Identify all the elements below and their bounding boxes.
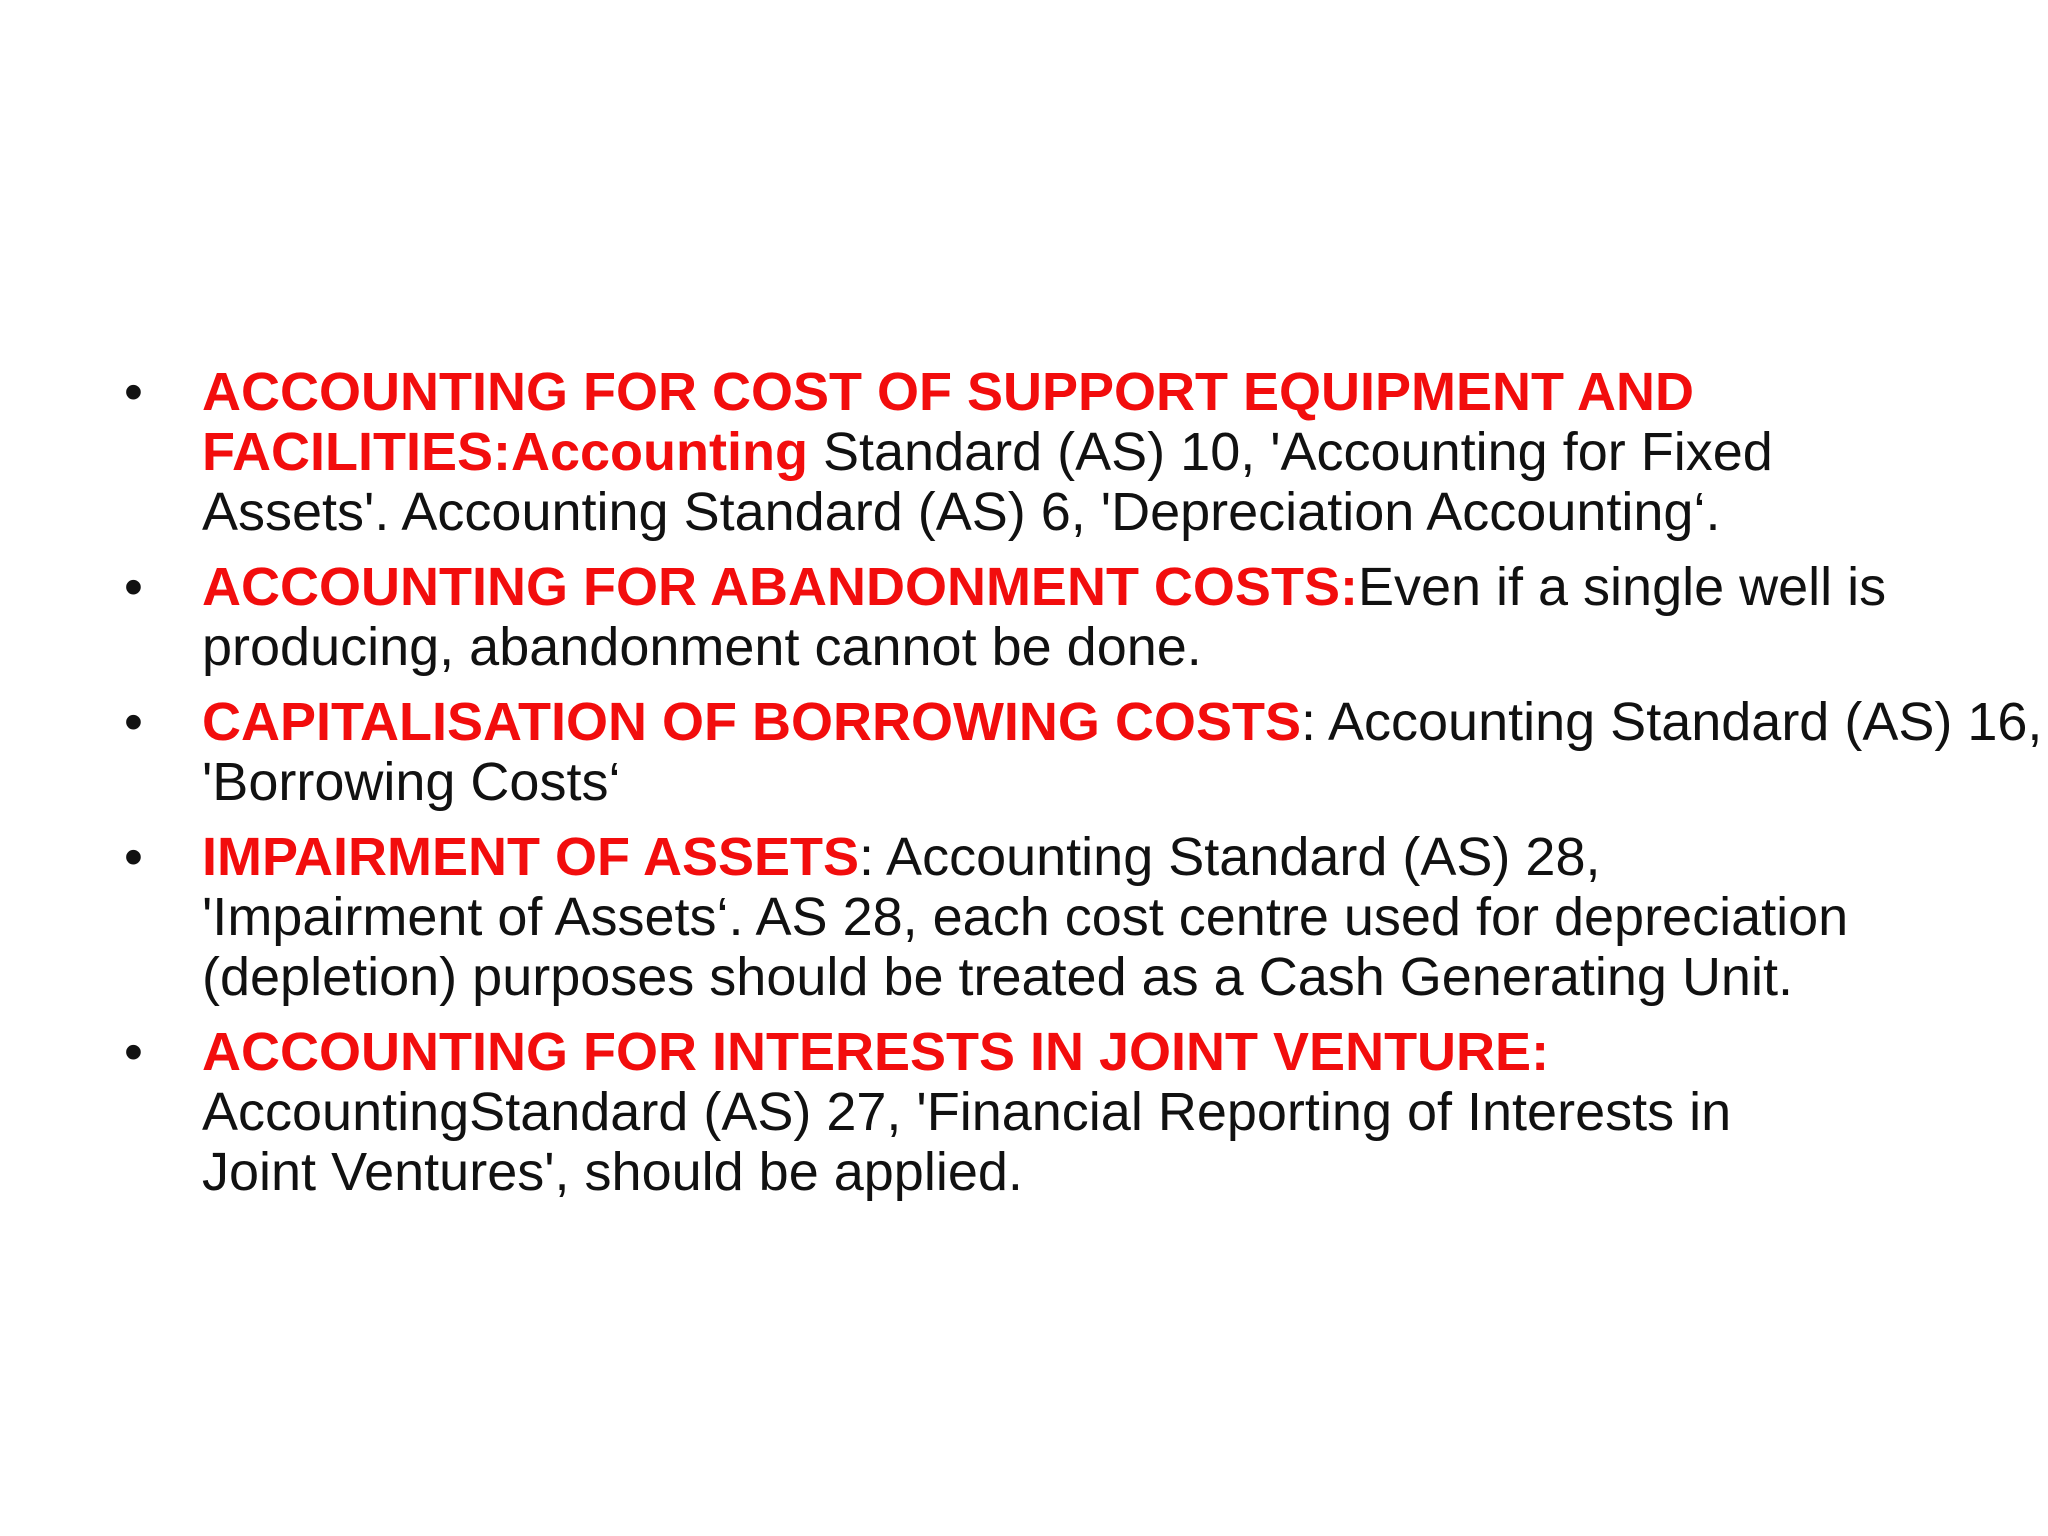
list-item [124,362,1782,542]
item-text: : Accounting Standard (AS) 16, 'Borrowing Costs‘ [202,692,2043,812]
list-item [124,1022,1852,1202]
item-text: AccountingStandard (AS) 27, 'Financial Reporting of Interests in Joint Ventures', should be applied. [202,1082,1732,1202]
bullet-icon: • [124,362,143,422]
item-heading: ACCOUNTING FOR ABANDONMENT COSTS: [202,557,1358,617]
bullet-icon: • [124,1022,143,1082]
item-text: : Accounting Standard (AS) 28, 'Impairment of Assets‘. AS 28, each cost centre used for depreciation (depletion) purposes should be treated as a Cash Generating Unit. [202,827,1849,1007]
bullet-icon: • [124,827,143,887]
item-text: Even if a single well is producing, abandonment cannot be done. [202,557,1887,677]
bullet-list [124,362,2043,1217]
list-item [124,827,1862,1007]
item-heading: CAPITALISATION OF BORROWING COSTS [202,692,1301,752]
bullet-icon: • [124,557,143,617]
list-item [124,692,2048,812]
item-text: Standard (AS) 10, 'Accounting for Fixed Assets'. Accounting Standard (AS) 6, 'Depreciation Accounting‘. [202,422,1773,542]
item-heading: ACCOUNTING FOR COST OF SUPPORT EQUIPMENT AND FACILITIES:Accounting [202,362,1695,482]
item-heading: IMPAIRMENT OF ASSETS [202,827,860,887]
list-item [124,557,1972,677]
bullet-icon: • [124,692,143,752]
item-heading: ACCOUNTING FOR INTERESTS IN JOINT VENTURE: [202,1022,1550,1082]
